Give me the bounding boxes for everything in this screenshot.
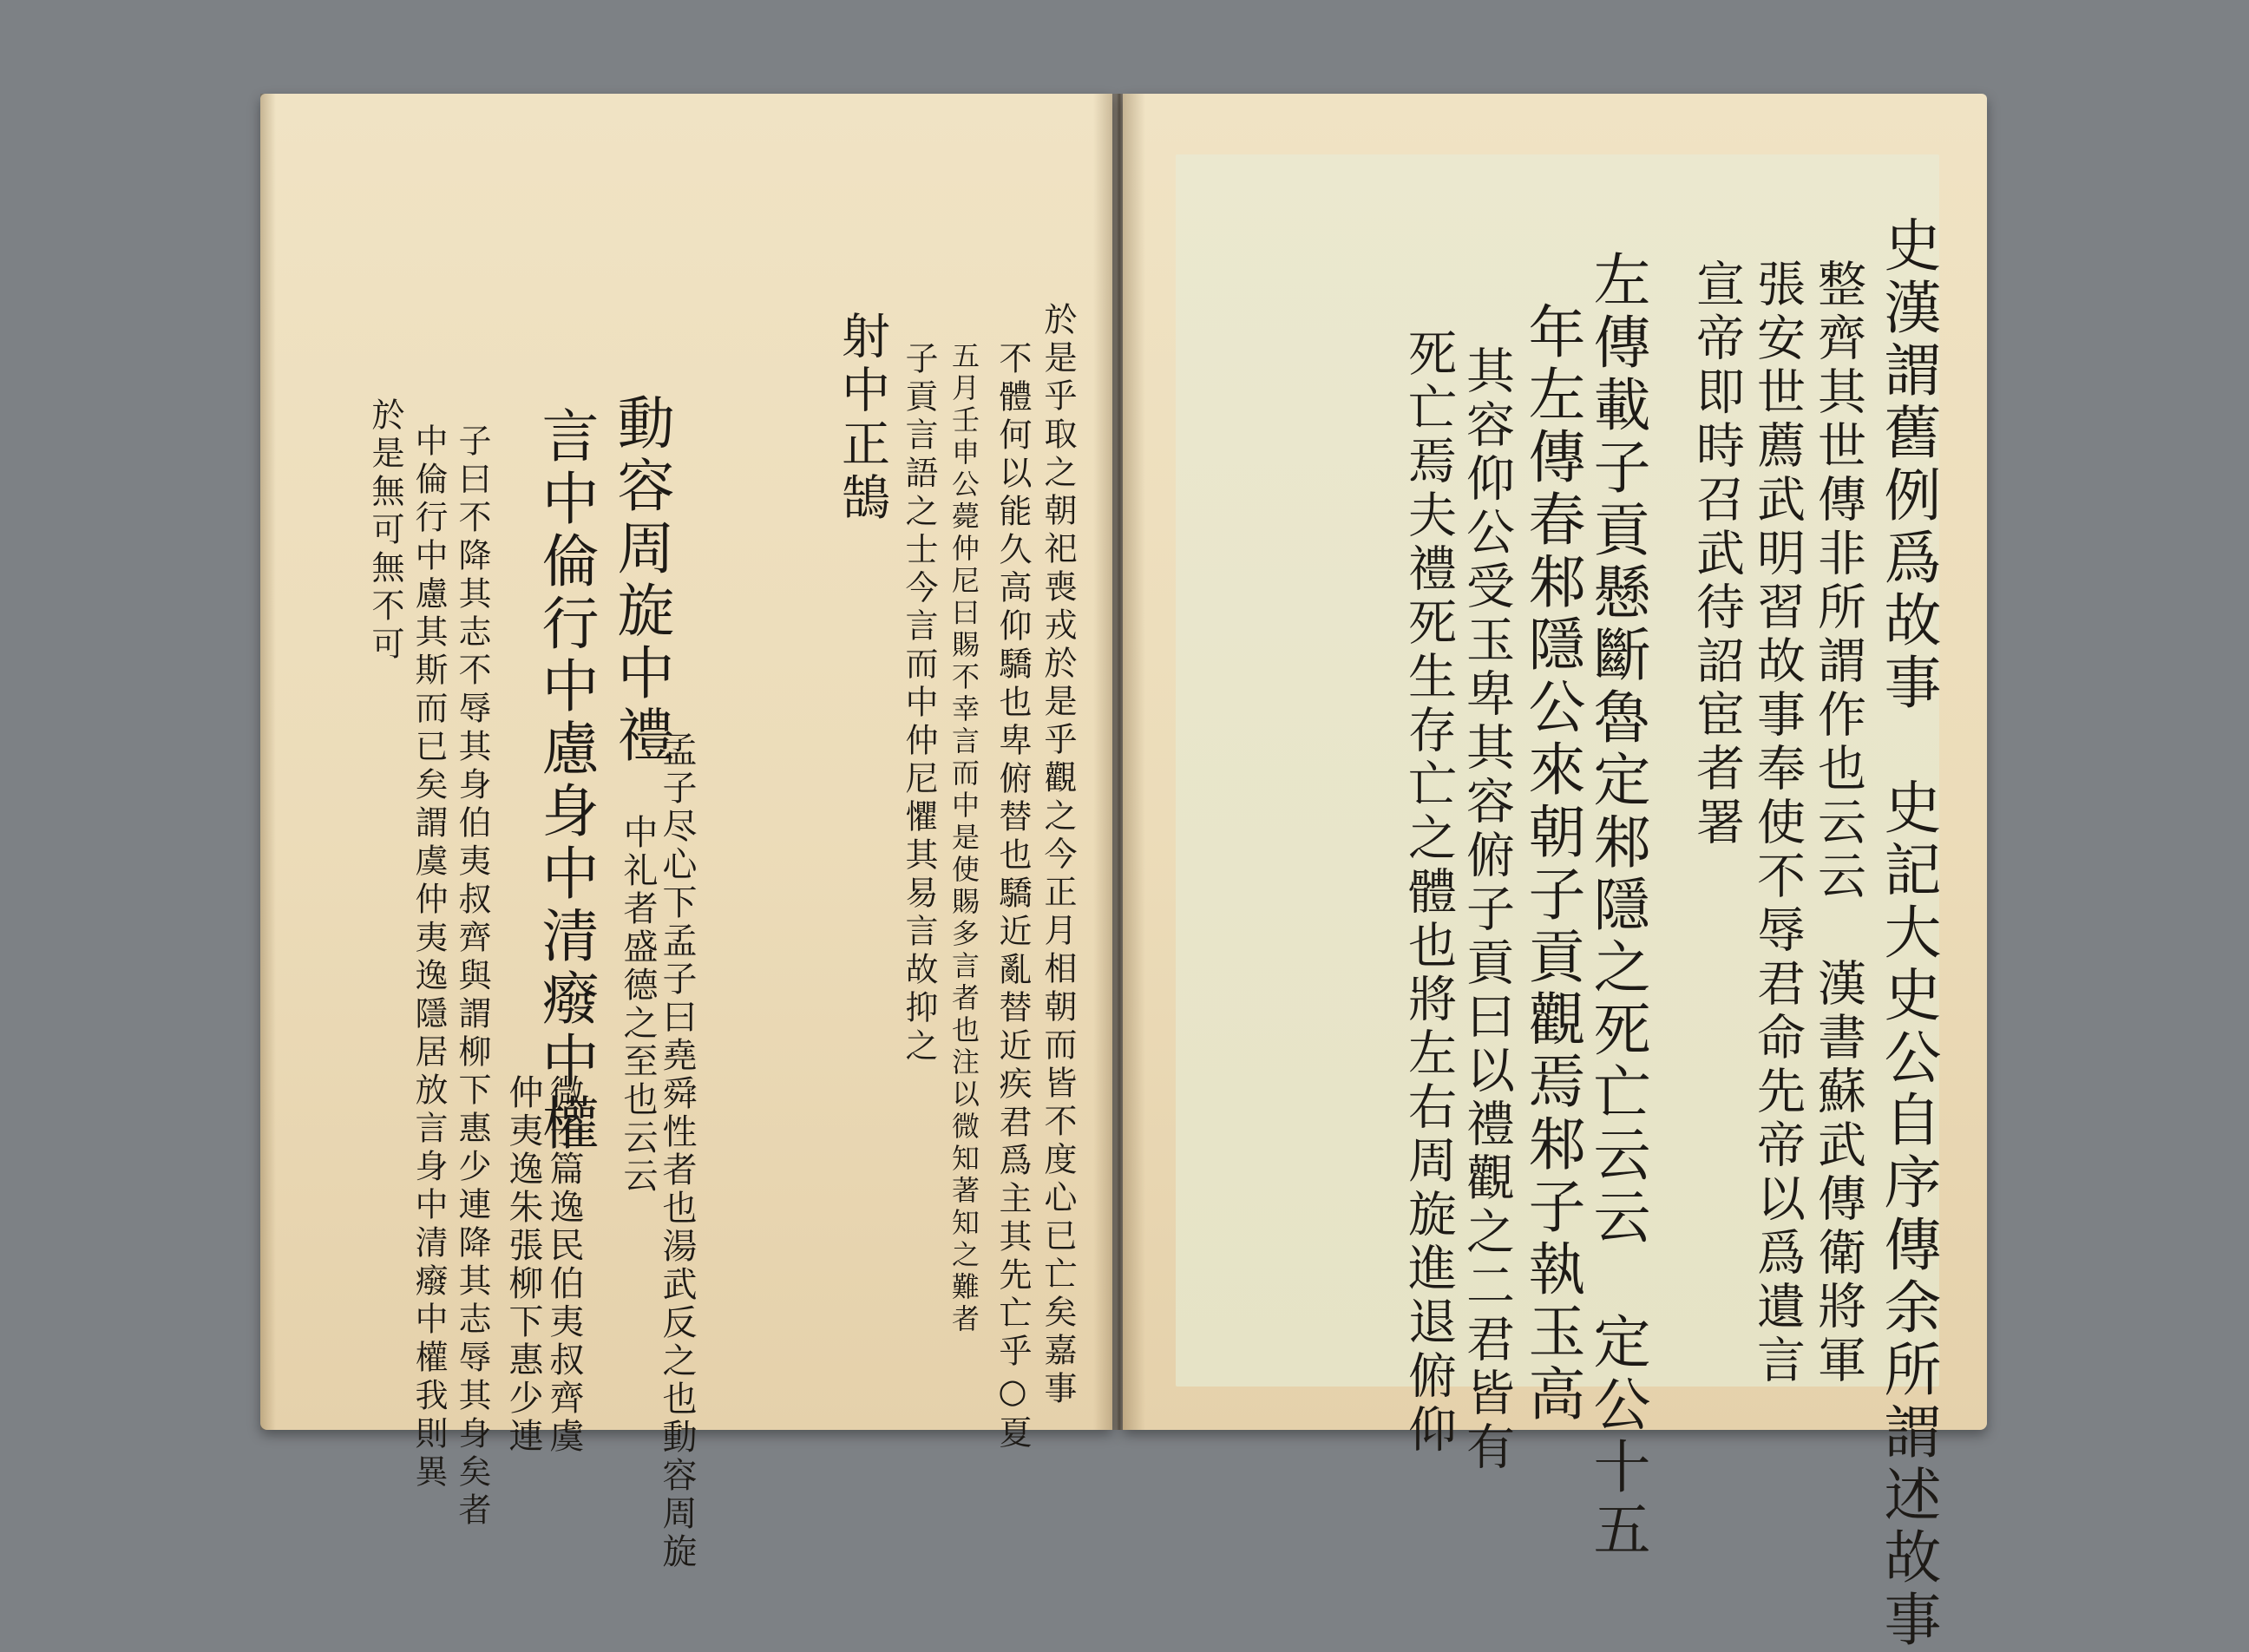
left-line-confucius-2: 中倫行中慮其斯而已矣謂虞仲夷逸隱居放言身中清癈中權我則異	[410, 423, 448, 1492]
right-line-3: 張安世薦武明習故事奉使不辱君命先帝以爲遺言	[1749, 259, 1806, 1388]
left-line-4: 子貢言語之士今言而中仲尼懼其易言故抑之	[900, 341, 938, 1066]
left-annot-mencius-2: 中礼者盛德之至也云云	[618, 814, 658, 1196]
right-line-7: 其容仰公受玉卑其容俯子貢曰以禮觀之二君皆有	[1459, 345, 1515, 1475]
right-line-5: 左傳載子貢懸斷魯定邾隱之死亡云云 定公十五	[1583, 250, 1650, 1562]
left-annot-mencius-1: 孟子尽心下孟子曰堯舜性者也湯武反之也動容周旋	[657, 731, 697, 1571]
right-line-2: 整齊其世傳非所謂作也云云 漢書蘇武傳衛將軍	[1810, 259, 1866, 1388]
right-line-6: 年左傳春邾隱公來朝子貢觀焉邾子執玉高	[1518, 302, 1585, 1426]
left-heading-yanzhonglun: 言中倫行中慮身中清癈中權	[532, 406, 599, 1156]
left-line-1: 於是乎取之朝祀喪戎於是乎觀之今正月相朝而皆不度心已亡矣嘉事	[1039, 302, 1077, 1409]
left-line-2: 不體何以能久高仰驕也卑俯替也驕近亂替近疾君爲主其先亡乎○夏	[993, 341, 1032, 1453]
left-line-3: 五月壬申公薨仲尼曰賜不幸言而中是使賜多言者也注以微知著知之難者	[947, 341, 980, 1336]
bleed-through-ink	[746, 233, 802, 1274]
left-line-confucius-1: 子曰不降其志不辱其身伯夷叔齊與謂柳下惠少連降其志辱其身矣者	[453, 423, 491, 1531]
open-book	[260, 94, 1987, 1652]
left-heading-dongrong: 動容周旋中禮	[607, 393, 674, 768]
left-annot-weizi-2: 仲夷逸朱張柳下惠少連	[503, 1074, 543, 1456]
left-annot-weizi-1: 微子篇逸民伯夷叔齊虞	[544, 1074, 584, 1456]
left-heading-shooting: 射中正鵠	[834, 311, 890, 526]
left-line-confucius-3: 於是無可無不可	[366, 397, 404, 665]
right-line-8: 死亡焉夫禮死生存亡之體也將左右周旋進退俯仰	[1400, 328, 1457, 1458]
right-line-4: 宣帝即時召武待詔宦者署	[1688, 259, 1745, 850]
right-line-1: 史漢謂舊例爲故事 史記大史公自序傳余所謂述故事	[1874, 215, 1941, 1652]
